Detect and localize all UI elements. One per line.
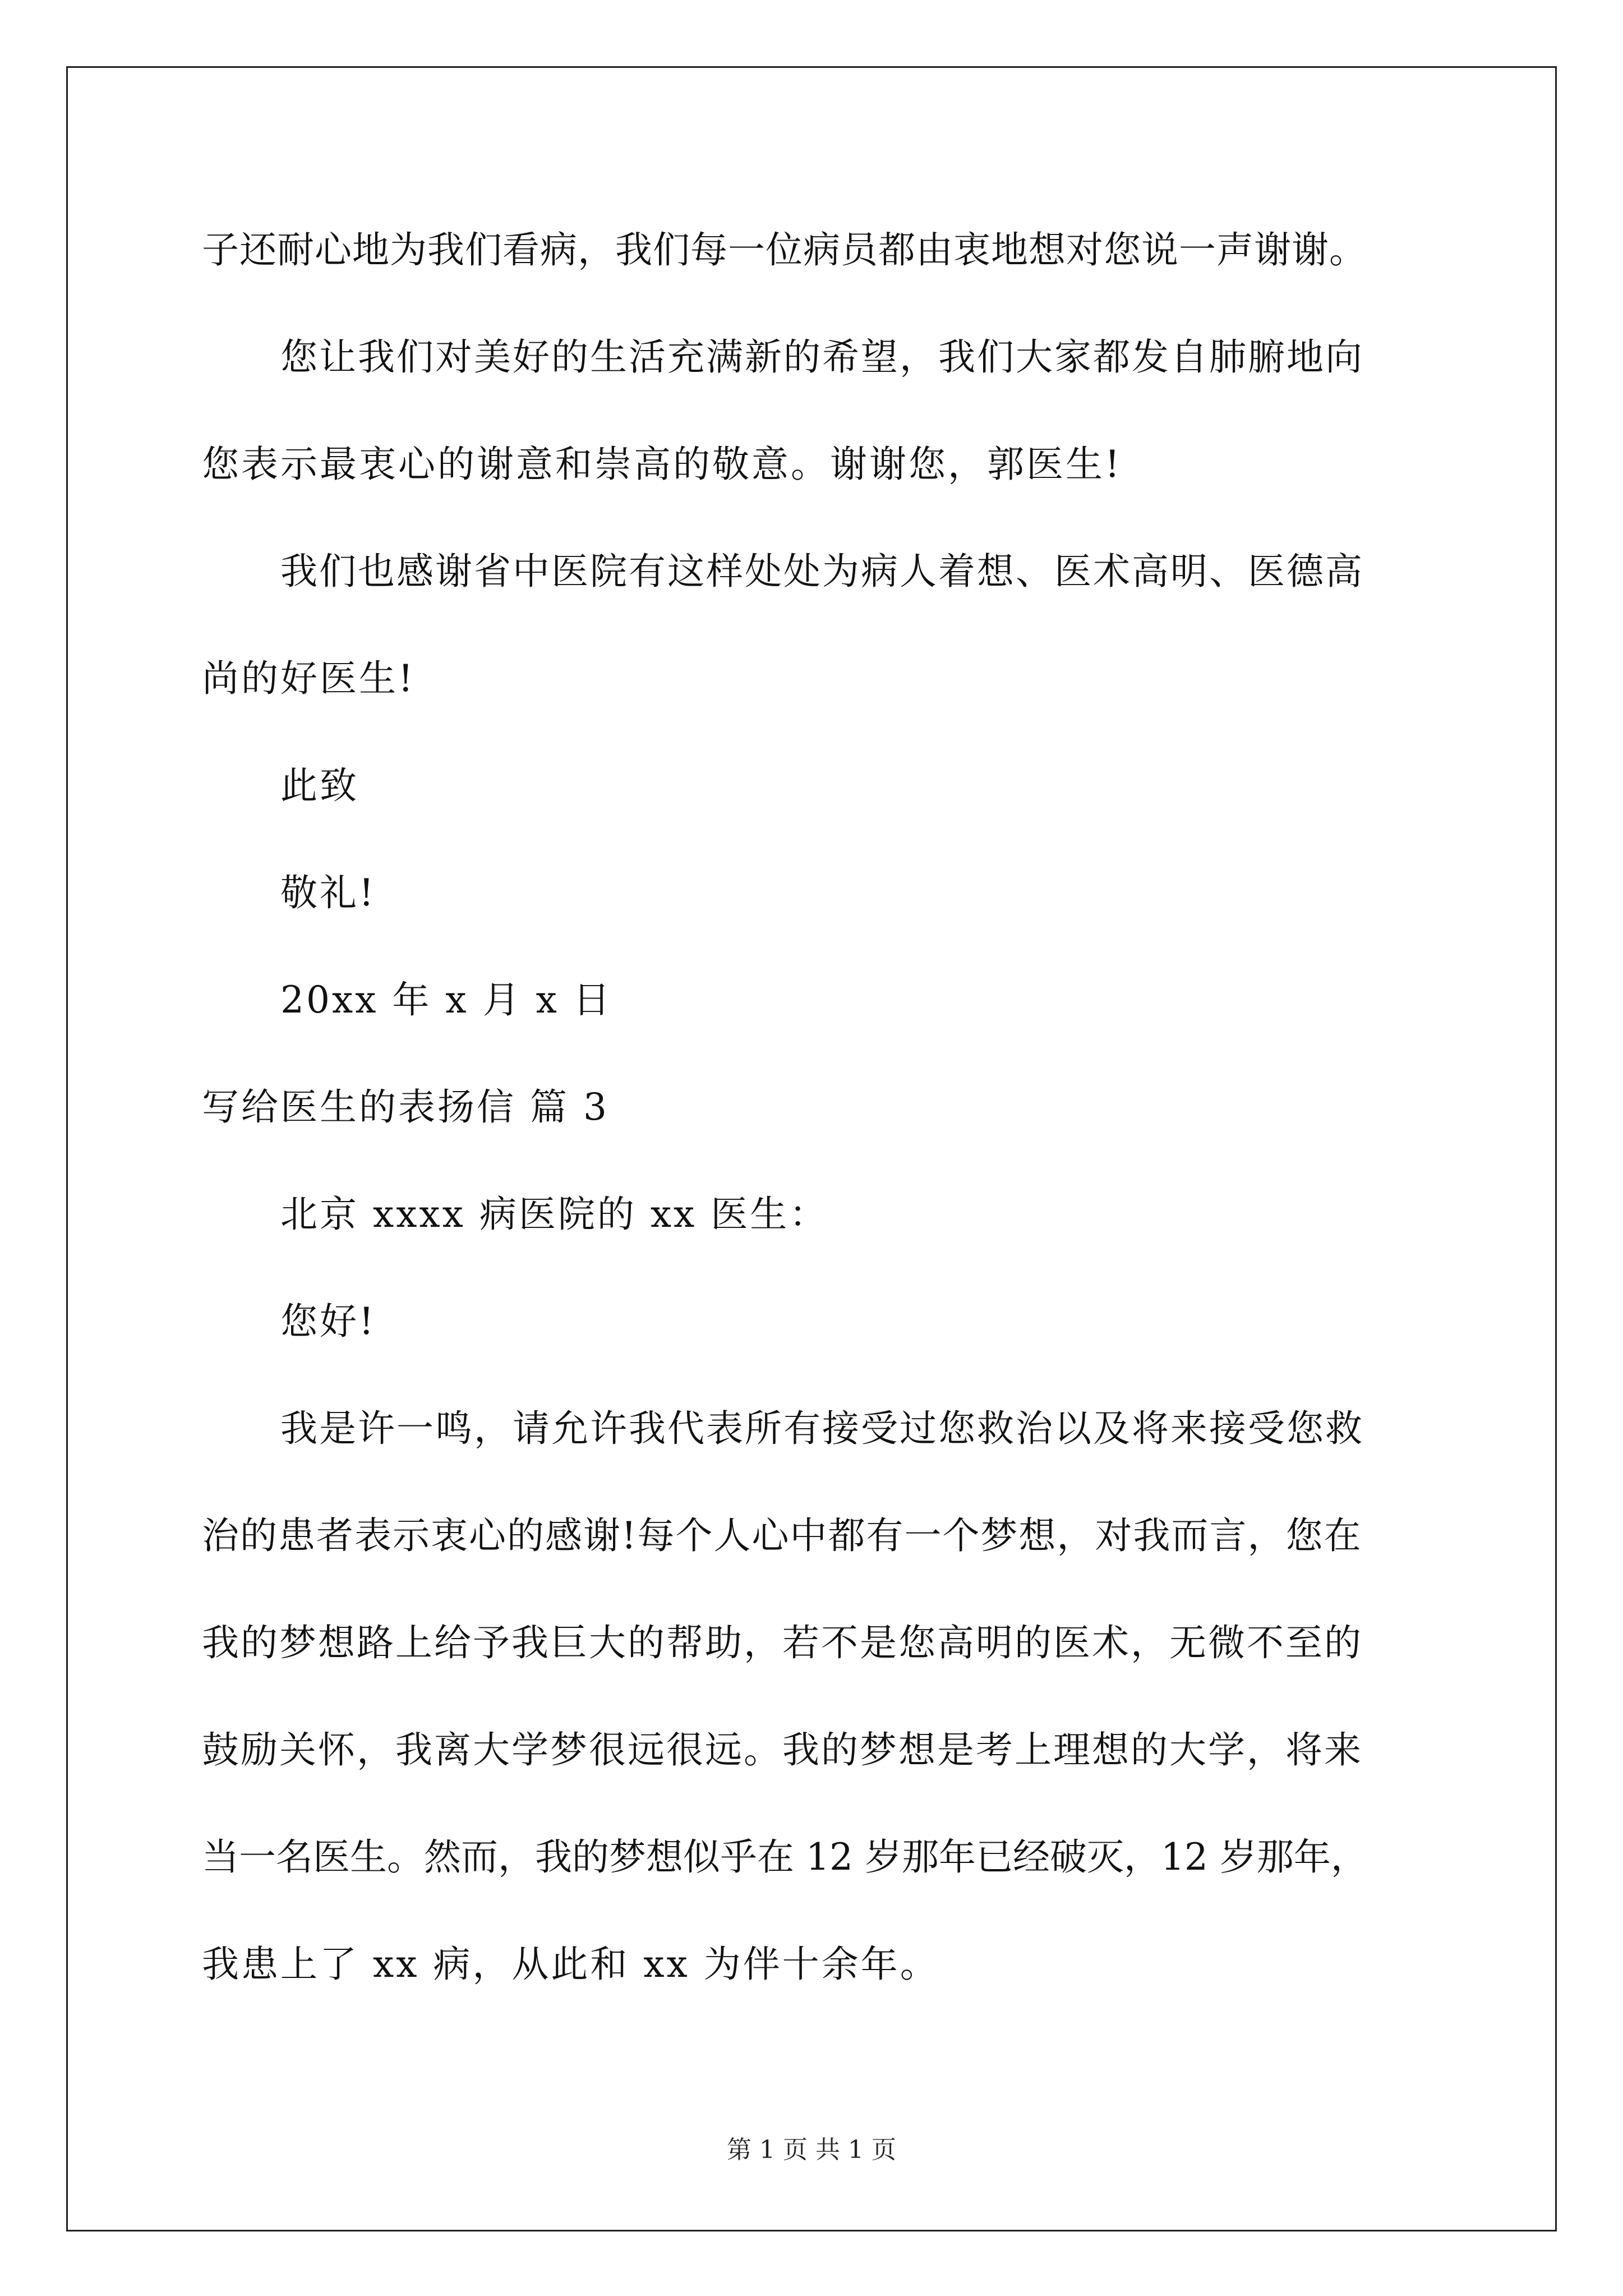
paragraph-line: 鼓励关怀，我离大学梦很远很远。我的梦想是考上理想的大学，将来 — [202, 1728, 1363, 1772]
section-heading: 写给医生的表扬信 篇 3 — [202, 1085, 609, 1129]
paragraph-line: 我患上了 xx 病，从此和 xx 为伴十余年。 — [202, 1943, 939, 1986]
letter-recipient: 北京 xxxx 病医院的 xx 医生： — [280, 1193, 829, 1236]
paragraph-line: 子还耐心地为我们看病，我们每一位病员都由衷地想对您说一声谢谢。 — [202, 228, 1367, 272]
paragraph-line: 尚的好医生! — [202, 657, 416, 700]
paragraph-line: 我的梦想路上给予我巨大的帮助，若不是您高明的医术，无微不至的 — [202, 1621, 1363, 1664]
page-number-footer: 第 1 页 共 1 页 — [727, 2136, 896, 2164]
paragraph-line: 我是许一鸣，请允许我代表所有接受过您救治以及将来接受您救 — [280, 1407, 1364, 1450]
paragraph-line: 您让我们对美好的生活充满新的希望，我们大家都发自肺腑地向 — [280, 335, 1364, 379]
paragraph-line: 我们也感谢省中医院有这样处处为病人着想、医术高明、医德高 — [280, 550, 1364, 593]
paragraph-line: 您表示最衷心的谢意和崇高的敬意。谢谢您，郭医生! — [202, 443, 1122, 486]
page-border — [66, 66, 1557, 2231]
letter-greeting: 您好! — [280, 1300, 376, 1343]
closing-regards: 敬礼! — [280, 871, 376, 914]
paragraph-line: 治的患者表示衷心的感谢!每个人心中都有一个梦想，对我而言，您在 — [202, 1514, 1362, 1557]
closing-salutation: 此致 — [280, 764, 359, 807]
paragraph-line: 当一名医生。然而，我的梦想似乎在 12 岁那年已经破灭，12 岁那年， — [202, 1835, 1368, 1879]
letter-date: 20xx 年 x 月 x 日 — [280, 978, 612, 1022]
